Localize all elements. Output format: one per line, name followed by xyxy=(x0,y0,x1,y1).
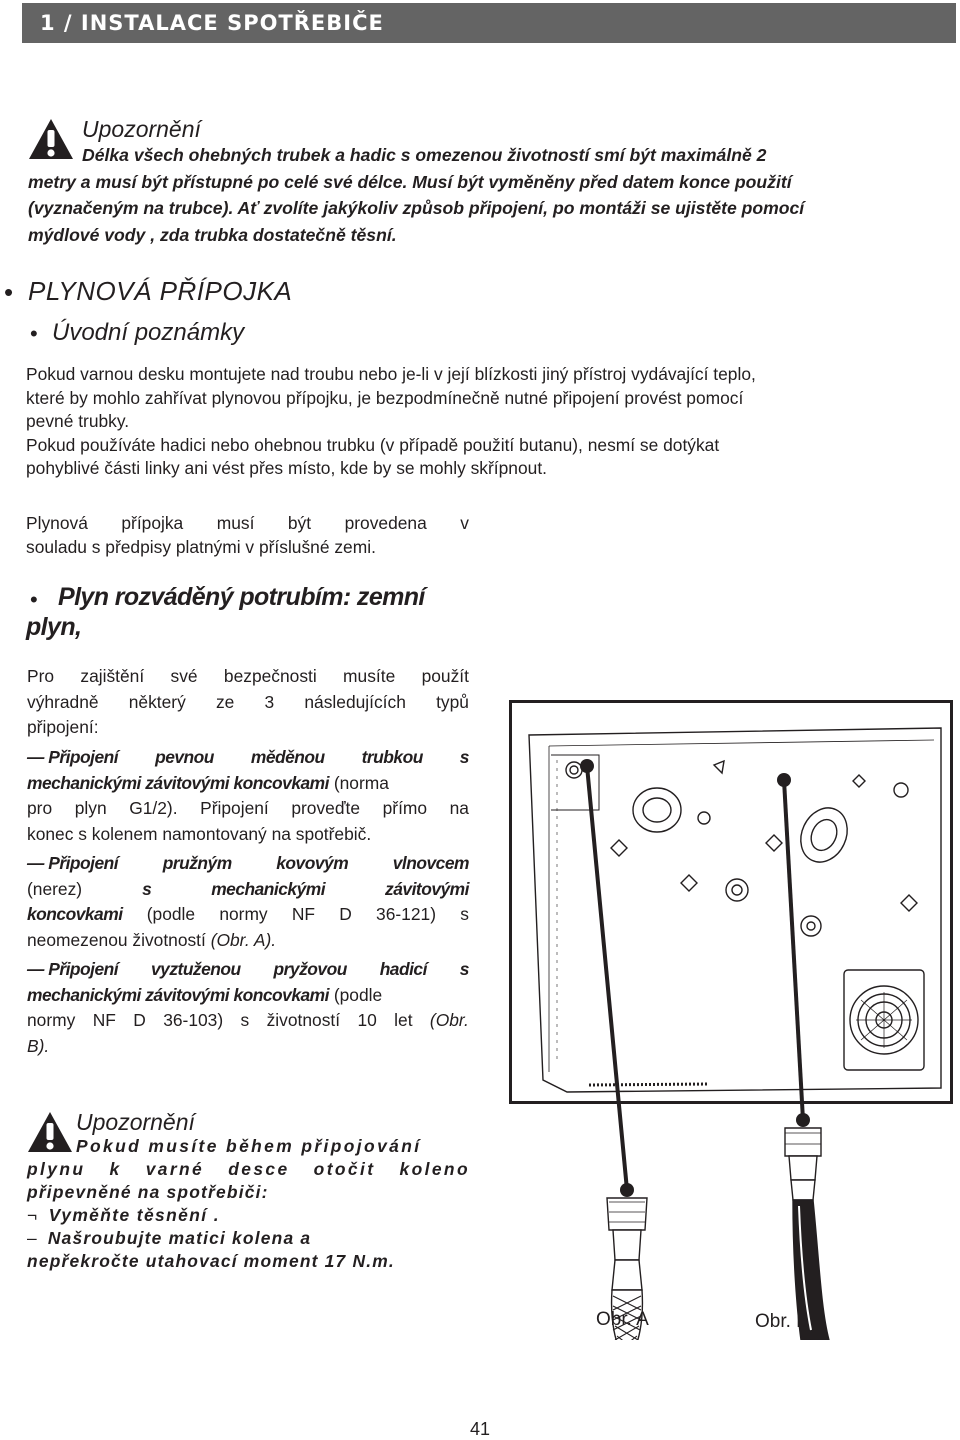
warning-line: Délka všech ohebných trubek a hadic s omezenou životností smí být maximálně 2 xyxy=(82,145,767,165)
subheading-bullet: • xyxy=(30,321,38,346)
paragraph-line: pevné trubky. xyxy=(26,411,130,431)
heading-bullet: • xyxy=(4,277,14,307)
subheading-gas: Plyn rozváděný potrubím: zemní plyn, xyxy=(26,583,425,641)
section-header: 1 / INSTALACE SPOTŘEBIČE xyxy=(22,3,956,43)
connection-option-bellows: — Připojení pružným kovovým vlnovcem (nerez) s mechanickými závitovými koncovkami (podle normy NF D 36-121) s neomezenou životností (Obr. A). xyxy=(27,853,469,950)
paragraph-line: souladu s předpisy platnými v příslušné zemi. xyxy=(26,536,376,557)
connection-intro: Pro zajištění své bezpečnosti musíte použít výhradně některý ze 3 následujících typů připojení: xyxy=(27,666,469,737)
warning-text xyxy=(28,142,953,248)
gas-connection-figure xyxy=(509,700,959,1340)
warning-text: Pokud musíte během připojování plynu k varné desce otočit koleno připevněné na spotřebiči: ¬ Vyměňte těsnění . – Našroubujte matici kolena a nepřekročte utahovací moment 17 N.m. xyxy=(27,1136,470,1271)
warning-title: Upozornění xyxy=(82,116,201,142)
subheading: Úvodní poznámky xyxy=(52,319,245,346)
paragraph-line: Plynová přípojka musí být provedena v xyxy=(26,513,469,533)
section-heading: PLYNOVÁ PŘÍPOJKA xyxy=(28,276,293,306)
figure-label-b: Obr. B xyxy=(755,1311,809,1332)
connection-option-rubber: — Připojení vyztuženou pryžovou hadicí s mechanickými závitovými koncovkami (podle normy NF D 36-103) s životností 10 let (Obr. B). xyxy=(27,959,469,1056)
subheading-bullet: • xyxy=(30,587,38,612)
paragraph-line: Pokud používáte hadici nebo ohebnou trubku (v případě použití butanu), nesmí se dotýkat xyxy=(26,434,720,455)
warning-line: (vyznačeným na trubce). Ať zvolíte jakýkoliv způsob připojení, po montáži se ujistěte pomocí xyxy=(28,198,805,218)
warning-title: Upozornění xyxy=(76,1109,195,1135)
connection-option-copper: — Připojení pevnou měděnou trubkou s mechanickými závitovými koncovkami (norma pro plyn G1/2). Připojení proveďte přímo na konec s kolenem namontovaný na spotřebič. xyxy=(27,747,469,844)
warning-line: metry a musí být přístupné po celé své délce. Musí být vyměněny před datem konce použití xyxy=(28,171,792,192)
regulation-paragraph xyxy=(26,512,469,559)
paragraph-line: které by mohlo zahřívat plynovou přípojku, je bezpodmínečně nutné připojení provést pomocí xyxy=(26,387,744,408)
page-number: 41 xyxy=(470,1419,491,1439)
paragraph-line: Pokud varnou desku montujete nad troubu nebo je-li v její blízkosti jiný přístroj vydávající teplo, xyxy=(26,364,756,384)
paragraph-line: pohyblivé části linky ani vést přes místo, kde by se mohly skřípnout. xyxy=(26,458,547,478)
intro-paragraph xyxy=(26,363,954,481)
figure-label-a: Obr. A xyxy=(596,1309,649,1330)
warning-line: mýdlové vody , zda trubka dostatečně těsní. xyxy=(28,224,397,245)
